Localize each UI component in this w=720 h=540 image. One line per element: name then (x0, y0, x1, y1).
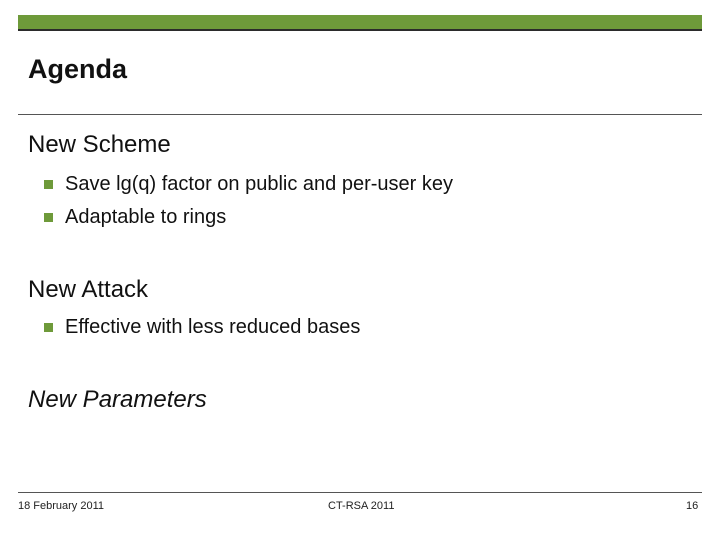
page-number: 16 (686, 500, 699, 512)
header-accent-rule (18, 29, 702, 31)
bullet-item (44, 171, 453, 197)
footer-conference: CT-RSA 2011 (328, 500, 395, 512)
bullet-item (44, 204, 226, 230)
header-accent-band (18, 15, 702, 29)
bullet-text: Save lg(q) factor on public and per-user key (65, 172, 453, 195)
bullet-text: Effective with less reduced bases (65, 315, 361, 338)
slide-title: Agenda (28, 54, 128, 84)
bullet-text: Adaptable to rings (65, 205, 227, 228)
bullet-square-icon (44, 213, 53, 222)
bullet-square-icon (44, 180, 53, 189)
bullet-square-icon (44, 323, 53, 332)
section-heading-new-scheme: New Scheme (28, 131, 171, 158)
footer-divider (18, 492, 702, 493)
section-heading-new-parameters: New Parameters (28, 386, 207, 413)
footer-date: 18 February 2011 (18, 500, 105, 512)
title-divider (18, 114, 702, 115)
bullet-item (44, 314, 360, 340)
section-heading-new-attack: New Attack (28, 276, 149, 303)
